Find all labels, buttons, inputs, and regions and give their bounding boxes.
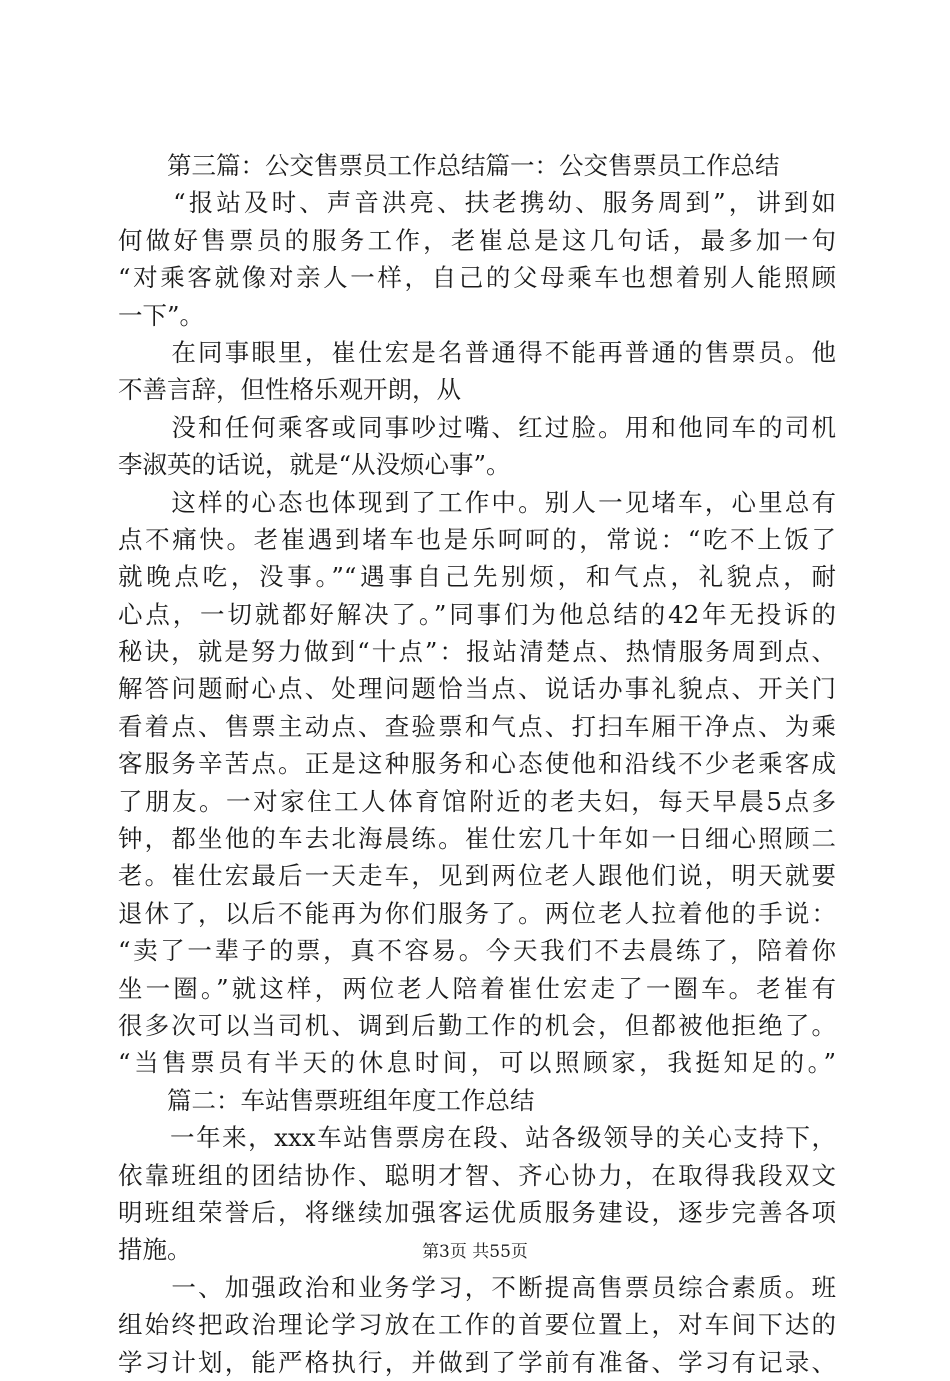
text-line: 坐一圈。”就这样，两位老人陪着崔仕宏走了一圈车。老崔有 [118,973,836,1003]
text-line: “对乘客就像对亲人一样，自己的父母乘车也想着别人能照顾 [118,263,836,293]
text-line: “报站及时、声音洪亮、扶老携幼、服务周到”，讲到如 [118,188,836,218]
text-line: “当售票员有半天的休息时间，可以照顾家，我挺知足的。” [118,1048,836,1078]
text-line: 一下”。 [118,300,205,330]
text-line: 在同事眼里，崔仕宏是名普通得不能再普通的售票员。他 [118,337,836,367]
text-line: 组始终把政治理论学习放在工作的首要位置上，对车间下达的 [118,1310,836,1340]
text-line: 心点，一切就都好解决了。”同事们为他总结的42年无投诉的 [118,599,836,629]
text-line: 就晚点吃，没事。”“遇事自己先别烦，和气点，礼貌点，耐 [118,562,836,592]
text-line: 很多次可以当司机、调到后勤工作的机会，但都被他拒绝了。 [118,1010,836,1040]
text-line: 第三篇：公交售票员工作总结篇一：公交售票员工作总结 [118,151,780,180]
text-line: 李淑英的话说，就是“从没烦心事”。 [118,450,511,480]
text-line: “卖了一辈子的票，真不容易。今天我们不去晨练了，陪着你 [118,936,836,966]
text-line: 秘诀，就是努力做到“十点”：报站清楚点、热情服务周到点、 [118,637,836,667]
text-line: 老。崔仕宏最后一天走车，见到两位老人跟他们说，明天就要 [118,861,836,891]
text-line: 学习计划，能严格执行，并做到了学前有准备、学习有记录、 [118,1347,836,1377]
text-line: 何做好售票员的服务工作，老崔总是这几句话，最多加一句 [118,225,836,255]
document-body [118,147,836,1381]
text-line: 钟，都坐他的车去北海晨练。崔仕宏几十年如一日细心照顾二 [118,824,836,854]
text-line: 没和任何乘客或同事吵过嘴、红过脸。用和他同车的司机 [118,412,836,442]
text-line: 篇二：车站售票班组年度工作总结 [118,1085,535,1115]
text-line: 这样的心态也体现到了工作中。别人一见堵车，心里总有 [118,487,836,517]
text-line: 一、加强政治和业务学习，不断提高售票员综合素质。班 [118,1272,836,1302]
text-line: 明班组荣誉后，将继续加强客运优质服务建设，逐步完善各项 [118,1197,836,1227]
text-line: 解答问题耐心点、处理问题恰当点、说话办事礼貌点、开关门 [118,674,836,704]
text-line: 看着点、售票主动点、查验票和气点、打扫车厢干净点、为乘 [118,711,836,741]
text-line: 客服务辛苦点。正是这种服务和心态使他和沿线不少老乘客成 [118,749,836,779]
page-number-footer: 第3页 共55页 [422,1242,528,1262]
text-line: 了朋友。一对家住工人体育馆附近的老夫妇，每天早晨5点多 [118,786,836,816]
text-line: 措施。 [118,1235,192,1265]
text-line: 点不痛快。老崔遇到堵车也是乐呵呵的，常说：“吃不上饭了 [118,524,836,554]
text-line: 不善言辞，但性格乐观开朗，从 [118,375,461,405]
text-line: 一年来，xxx车站售票房在段、站各级领导的关心支持下， [118,1123,836,1153]
text-line: 依靠班组的团结协作、聪明才智、齐心协力，在取得我段双文 [118,1160,836,1190]
text-line: 退休了，以后不能再为你们服务了。两位老人拉着他的手说： [118,898,836,928]
